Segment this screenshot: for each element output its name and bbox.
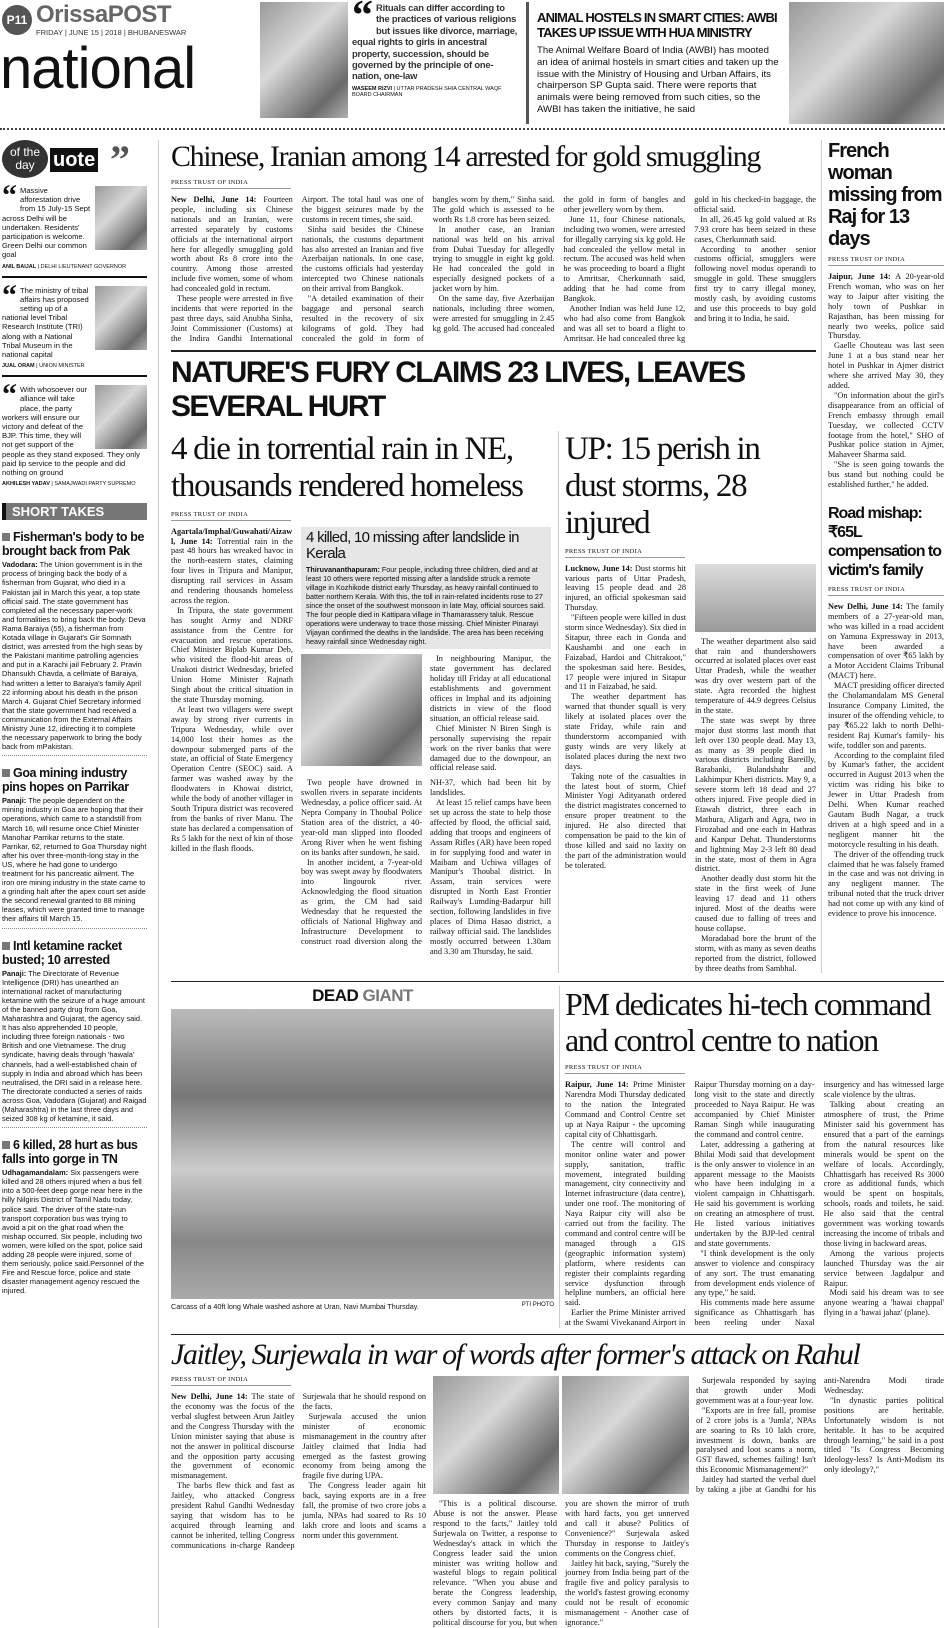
paragraph — [695, 637, 816, 716]
surjewala-photo — [433, 1376, 559, 1494]
short-take-headline[interactable] — [2, 766, 147, 794]
ne-body — [171, 527, 293, 854]
speaker-photo — [95, 286, 147, 350]
paragraph-text: Moradabad bore the brunt of the storm, with as many as seven deaths reported from the district, followed by three deaths from Sambhal. — [695, 933, 816, 973]
kerala-dateline: Thiruvananthapuram: — [306, 564, 380, 574]
divider — [526, 2, 529, 124]
paragraph-text: Two people have drowned in swollen rivers in separate incidents Wednesday, a police officer said. At Nepra Company in Thoubal Police Station area of the district, a 40-year-old man slipped into flooded Arong River when he went fishing on its banks after sundown, he said. — [301, 778, 422, 857]
paragraph-text: In all, 26.45 kg gold valued at Rs 7.93 crore has been seized in these cases, Cherkunnath said. — [694, 214, 816, 244]
paragraph — [695, 716, 816, 875]
quote-speaker: AKHILESH YADAV — [2, 481, 50, 488]
quote-item: “ Massive afforestation drive from 15 July-15 Sept across Delhi will be undertaken. Residents' participation is welcome. Green Delhi our common goal ANIL BAIJAL | DELHI LIEUTENANT GOVERNOR — [2, 178, 147, 278]
main-left — [171, 140, 816, 973]
road-body — [828, 602, 944, 919]
paragraph-text: In neighbouring Manipur, the state government has declared holiday till Friday at all educational establishments and government offices in Imphal and its adjoining districts in view of the flood situation, an official release said. — [430, 654, 551, 723]
dateline: Raipur, June 14: — [565, 1080, 629, 1090]
paragraph-text: The state was swept by three major dust storms last month that left over 130 people dead. May 13, as many as 39 people died in various districts including Bareilly, Barabanki, Bulandshahr and Lakhimpur Kheri districts. May 9, a severe storm left 18 dead and 27 others injured. Five people died in Etawah district, three each in Mathura, Aligarh and Agra, two in Firozabad and one each in Hathras and Kanpur Dehat. Thunderstorms and lightning May 2-3 left 80 dead in the state, most of them in Agra district. — [695, 715, 816, 874]
paragraph-text: "Exports are in free fall, promise of 2 crore jobs is a 'Jumla', NPAs are soaring to Rs 10 lakh crore, investment is down, banks are paralysed and loot scams a norm, GST flawed, schemes failing! Isn't this Economic Mismanagement?" — [696, 1405, 816, 1475]
paragraph — [694, 245, 816, 324]
paragraph — [171, 527, 293, 606]
up-credit: PRESS TRUST OF INDIA — [565, 548, 685, 558]
jaitley-headline[interactable]: Jaitley, Surjewala in war of words after former's attack on Rahul — [171, 1338, 860, 1372]
short-take-headline-text: 6 killed, 28 hurt as bus falls into gorge in TN — [2, 1138, 138, 1167]
paragraph-text: Jaitley hit back, saying, "Surely the journey from India being part of the fragile five and policy paralysis to the world's fastest growing economy could not be result of economic mismanagement - Another case of ignorance." — [565, 1558, 689, 1627]
french-credit: PRESS TRUST OF INDIA — [828, 256, 944, 266]
ne-credit: PRESS TRUST OF INDIA — [171, 511, 291, 521]
paragraph-text: Jaitley had started the verbal duel by taking a jibe at Gandhi for his anti-Narendra Modi tirade Wednesday. — [696, 1376, 944, 1495]
bullet-square-icon — [2, 533, 10, 541]
paragraph — [828, 850, 944, 919]
paragraph — [828, 341, 944, 391]
top-quote: “ Rituals can differ according to the practices of various religions but issues like divorce, marriage, equal rights to girls in ancestral property, succession, should be governed by the principle of one-nation, one-law WASEEM RIZVI | UTTAR PRADESH SHIA CENTRAL WAQF BOARD CHAIRMAN — [352, 2, 520, 98]
paragraph-text: The weather department has warned that thunder squall is very likely at isolated places over the state Friday, while rain and thunderstorm accompanied with gusty winds are very likely at isolated places during the next two days. — [565, 692, 686, 771]
ne-headline[interactable]: 4 die in torrential rain in NE, thousands rendered homeless — [171, 430, 523, 504]
short-takes-header — [2, 503, 147, 520]
paragraph-text: Another deadly dust storm hit the state in the first week of June leaving 17 dead and 11 others injured. Most of the deaths were caused due to falling of trees and house collapse. — [695, 874, 816, 933]
quote-text: The ministry of tribal affairs has proposed setting up of a national level Tribal Research Institute (TRI) along with a National Tribal Museum in the national capital — [2, 285, 89, 360]
paragraph — [171, 606, 293, 705]
whale-block — [171, 986, 554, 1311]
paragraph — [171, 1392, 295, 1481]
quote-mark-icon: “ — [352, 0, 373, 39]
paragraph — [696, 1376, 816, 1406]
french-body — [828, 272, 944, 490]
paragraph-text: "This is a political discourse. Abuse is not the answer. Please respond to the facts," Jaitley told Surjewala on Twitter, a response to Wednesday's attack in which the Congress leader said the union minister was writing hollow and wasteful blogs to regain political relevance. "When you abuse and berate the Congress leadership, every common Sanjay and many others by distorted facts, it is political discourse for you, but when you are shown the mirror of truth with hard facts, you get unnerved and call it abuse? Politics of Convenience?" Surjewala asked Thursday in response to Jaitley's comments on the Congress chief. — [433, 1499, 689, 1627]
bullet-square-icon — [2, 942, 10, 950]
jaitley-article — [171, 1334, 944, 1628]
short-take-headline[interactable] — [2, 939, 147, 967]
paragraph-text: The barbs flew thick and fast as Jaitley, who attacked Congress president Rahul Gandhi Wednesday saying that wisdom has to be acquired through learning and cannot be inherited, telling Congress communications in-charge Randeep Surjewala that he should respond on the facts. — [171, 1392, 426, 1550]
top-section — [171, 140, 944, 973]
top-quote-title: UTTAR PRADESH SHIA CENTRAL WAQF BOARD CHAIRMAN — [352, 85, 502, 98]
paragraph — [828, 460, 944, 490]
paragraph-text: Sinha said besides the Chinese nationals, the customs department has also arrested an Iranian and five Azerbaijan nationals. In one case, the customs officials had yesterday intercepted two Chinese nationals on their arrival from Bangkok. — [301, 224, 424, 294]
quote-marks-icon: ” — [110, 137, 130, 182]
jaitley-photo — [562, 1376, 689, 1494]
paragraph-text: In Tripura, the state government has sought Army and NDRF assistance from the Centre for evacuation and rescue operations. Chief Minister Biplab Kumar Deb, who visited the flood-hit areas of Unakoti district Wednesday, briefed Union Home Minister Rajnath Singh about the critical situation in the state Thursday morning. — [171, 605, 293, 704]
short-take-item — [2, 1138, 147, 1295]
top-quote-name: WASEEM RIZVI — [352, 85, 393, 92]
paragraph — [694, 215, 816, 245]
column-divider — [559, 986, 560, 1328]
paragraph-text: "A detailed examination of their baggage and personal search resulted in the recovery of six kilograms of gold. They had concealed the gold in form of bangles worn by them," Sinha said. The gold which is assessed to be worth Rs 1.8 crore has been seized. — [301, 195, 555, 343]
french-article — [828, 140, 944, 490]
paragraph-text: Taking note of the casualties in the latest bout of storm, Chief Minister Yogi Adityanath ordered the district magistrates concerned to ensure proper treatment to the injured. He also directed that compensation be paid to the kin of those killed and said no laxity on the part of the administration would be tolerated. — [565, 771, 686, 870]
gold-headline[interactable]: Chinese, Iranian among 14 arrested for gold smuggling — [171, 140, 760, 173]
short-take-body: The Directorate of Revenue Intelligence (DRI) has unearthed an international racket of manufacturing ketamine with the seizure of a huge amount of the banned party drug from Goa, Maharashtra and Gujarat, the agency said. It has also apprehended 10 people, including three foreign nationals - two British and one Vietnamese. The drug syndicate, having deals through 'hawala' channels, had a well-established chain of supply in India and abroad which has been neutralised, the DRI said in a release here. The directorate conducted a series of raids across Goa, Vadodara (Gujarat) and Raigad (Maharashtra) in the last three days and seized 308 kg of ketamine, it said. — [2, 968, 147, 1124]
paragraph — [171, 705, 293, 854]
short-take-body: The Union government is in the process of bringing back the body of a fisherman from Gujarat, who died in a Pakistan jail in March this year, a top state official said. The state government has completed all the necessary paper-work and formalities to bring back the body. Deva Rama Baraiya (55), a fisherman from Kotada village in Gujarat's Gir Somnath district, was arrested from the high seas by the Pakistani maritime patrolling agencies and put in a Karachi jail February 2. Pravin Dhansukh Chavda, a cellmate of Baraiya, had written a letter to Baraiya's family April 22 informing about his death in the prison March 4. Gujarat Chief Secretary informed that the state government had received a communication from the External Affairs Ministry June 12, idirecting it to complete the necessary paperwork to bring the body back from mPakistan. — [2, 560, 146, 752]
paragraph — [565, 1140, 685, 1308]
paragraph — [565, 772, 686, 871]
quote-text: Massive afforestation drive from 15 July-15 Sept across Delhi will be undertaken. Residents' participation is welcome. Green Delhi our common goal — [2, 186, 91, 260]
paragraph-text: The driver of the offending truck claimed that he was falsely framed in the case and was not driving in any negligent manner. The tribunal noted that the truck driver had not come up with any kind of evidence to prove his innocence. — [828, 849, 944, 919]
paragraph — [430, 654, 551, 723]
paragraph-text: According to another senior customs official, smugglers were following novel modus operandi to smuggle in gold. These smugglers first try to carry illegal money, mostly cash, by avoiding customs and use this proceeds to buy gold and bring it to India, he said. — [694, 244, 816, 323]
paragraph-text: The Congress leader again hit back, saying exports are in a free fall, the promise of two crore jobs a jumla, NPAs had soared to Rs 10 lakh crore and loots and scams a norm under this government. — [302, 1481, 426, 1540]
paragraph — [824, 1396, 944, 1475]
paragraph-text: Another Indian was held June 12, who had also come from Bangkok and was all set to board a flight to Amritsar. He had concealed three kg gold in his checked-in baggage, the official said. — [563, 195, 816, 343]
pm-article — [565, 986, 944, 1328]
paragraph — [828, 391, 944, 460]
paragraph — [565, 613, 686, 692]
paragraph-text: On the same day, five Azerbaijan nationals, including three women, were arrested for smuggling in 2.45 kg gold. The accused had concealed the gold in form of bangles and other jewellery worn by them. — [432, 195, 686, 333]
paragraph — [433, 225, 555, 294]
paragraph — [828, 681, 944, 750]
paragraph-text: Prime Minister Narendra Modi Thursday dedicated to the nation the Integrated Command and Control Centre set up at Naya Raipur - the upcoming capital city of Chhattisgarh. — [565, 1080, 686, 1139]
short-take-item — [2, 530, 147, 756]
paragraph — [828, 751, 944, 850]
paragraph — [565, 1080, 685, 1139]
quote-mark-icon: “ — [2, 278, 17, 312]
pm-headline[interactable]: PM dedicates hi-tech command and control centre to nation — [565, 986, 931, 1059]
kerala-headline[interactable]: 4 killed, 10 missing after landslide in Kerala — [306, 528, 519, 563]
paragraph-text: These people were arrested in five incidents that were reported in the past three days, said Anubha Sinha, Joint Commissioner (Customs) at the Indira Gandhi International Airport. The total haul was one of the biggest seizures made by the customs in recent times, she said. — [171, 195, 424, 343]
dead-label: DEAD — [312, 986, 363, 1006]
quote-text: With whosoever our alliance will take place, the party workers will ensure our victory and defeat of the BJP. This time, they will not get support of the people as they stand exposed. They only paid lip service to the people and did nothing on ground — [2, 385, 140, 478]
speaker-photo — [95, 186, 147, 250]
gold-credit: PRESS TRUST OF INDIA — [171, 179, 291, 189]
dateline: Jaipur, June 14: — [828, 272, 891, 281]
kerala-body: Four people, including three children, died and at least 10 others were reported missing after a landslide struck a remote village in Kozhikode district early Thursday, as heavy rainfall continued to batter northern Kerala. With this, the toll in rain-related incidents rose to 27 since the onset of the southwest monsoon in late May, official sources said. The four people died in Kattipara village in Thamarassery taluk. Rescue operations were underway to trace those missing. Chief Minister Pinarayi Vijayan confirmed the deaths in the landslide. The area has been receiving heavy rainfall since Wednesday night. — [306, 564, 546, 647]
paragraph-text: Torrential rain in the past 48 hours has wreaked havoc in the north-eastern states, claiming four lives in Tripura and Manipur, disrupting rail services in Assam and rendering thousands homeless across the region. — [171, 536, 293, 605]
paragraph-text: Fourteen people, including six Chinese nationals and an Iranian, were arrested separately by customs officials at the international airport here for allegedly smuggling gold worth about Rs 8 crore into the country. Among those arrested include five women, some of whom had concealed gold in rectum. — [171, 195, 293, 294]
paragraph — [301, 778, 422, 857]
paragraph — [824, 1288, 944, 1318]
short-take-dateline: Vadodara: — [2, 560, 38, 570]
quote-of-the-day — [2, 137, 147, 493]
dateline: Agartala/Imphal/Guwahati/Aizawl, June 14: — [171, 526, 293, 546]
paragraph — [565, 564, 686, 614]
up-headline[interactable]: UP: 15 perish in dust storms, 28 injured — [565, 430, 760, 541]
quote-speaker: JUAL ORAM — [2, 363, 35, 370]
dateline: New Delhi, June 14: — [171, 195, 257, 204]
paragraph-text: "I think development is the only answer to violence and conspiracy of any sort. The trust emanating from development ends violence of any type," he said. — [694, 1248, 815, 1298]
short-take-body: Six passengers were killed and 28 others injured when a bus fell into a 500-feet deep gorge near here in the hilly Nilgiris District of Tamil Nadu today, police said. The driver of the state-run transport corporation bus was trying to avoid a pit on the ghat road when the mishap occurred. Six people, including two women, were killed on the spot, police said adding 28 people were injured, some of them seriously, police said.Personnel of the Fire and Rescue force, police and state disaster management agency rescued the injured. — [2, 1168, 145, 1296]
up-body-right — [695, 637, 816, 974]
speaker-photo — [95, 385, 147, 449]
short-take-dateline: Udhagamandalam: — [2, 1168, 69, 1178]
short-take-headline[interactable] — [2, 1138, 147, 1166]
paragraph — [565, 692, 686, 771]
paragraph — [303, 1412, 427, 1481]
column-divider — [821, 140, 822, 973]
paragraph — [694, 1249, 814, 1299]
paragraph-text: Surjewala responded by saying that growth under Modi government was at a four-year low. — [696, 1376, 816, 1405]
paragraph-text: At least 15 relief camps have been set up across the state to help those affected by flood, the official said, adding that troops and engineers of Assam Rifles (AR) have been roped in for supplying food and water in Maibam and Uchiwa villages of Manipur's Thoubal district. In Assam, train services were disrupted in North East Frontier Railway's Lumding-Badarpur hill section, following landslides in five places of Dima Hasao district, a railway official said. The landslides mostly occurred between 1.30am and 3.30 am Thursday, he said. — [430, 798, 551, 956]
weather-section — [171, 431, 816, 974]
paragraph-text: "She is seen going towards the bus stand but nothing could be established further," he added. — [828, 460, 944, 490]
road-headline[interactable]: Road mishap: ₹65L compensation to victim's family — [828, 504, 942, 579]
paragraph — [171, 195, 293, 294]
road-article — [828, 504, 944, 919]
giant-label: GIANT — [362, 986, 413, 1006]
paragraph — [430, 724, 551, 774]
ne-body-continued — [301, 778, 551, 956]
paragraph — [303, 1481, 427, 1540]
ne-body-right — [430, 654, 551, 773]
paragraph-text: Dust storms hit various parts of Uttar Pradesh, leaving 15 people dead and 28 injured, an official spokesman said Thursday. — [565, 563, 686, 613]
short-take-headline-text: Goa mining industry pins hopes on Parrikar — [2, 766, 129, 795]
short-takes-title: SHORT — [12, 504, 62, 520]
short-take-dateline: Panaji: — [2, 968, 27, 978]
paragraph — [430, 798, 551, 957]
gold-body — [171, 195, 816, 344]
top-quote-text: Rituals can differ according to the practices of various religions but issues like divorce, marriage, equal rights to girls in ancestral property, succession, should be governed by the principle of one-nation, one-law — [352, 2, 518, 82]
paragraph-text: "Fifteen people were killed in dust storm since Wednesday). Six died in Sitapur, three each in Gonda and Kaushambi and one each in Faizabad, Hardoi and Chitrakoot," the spokesman said here. Besides, 17 people were injured in Sitapur and 11 in Faizabad, he said. — [565, 613, 686, 692]
quote-item: “ The ministry of tribal affairs has proposed setting up of a national level Tribal Research Institute (TRI) along with a National Tribal Museum in the national capital JUAL ORAM | UNION MINISTER — [2, 278, 147, 378]
paragraph — [828, 272, 944, 341]
gold-article — [171, 179, 816, 344]
paragraph — [696, 1406, 816, 1475]
paragraph-text: June 11, four Chinese nationals, including two women, were arrested for illegally carrying six kg gold. He had concealed the yellow metal in rectum. The accused was held when he was proceeding to board a flight to Amritsar, Cherkunnath said, adding that he had come from Bangkok. — [563, 214, 686, 304]
ne-article — [171, 431, 553, 957]
jaitley-body-middle — [433, 1499, 689, 1628]
bullet-square-icon — [2, 1141, 10, 1149]
qotd-label: uote — [50, 148, 98, 172]
middle-section — [171, 981, 944, 1328]
left-column — [2, 137, 147, 1296]
paragraph-text: Later, addressing a gathering at Bhilai Modi said that development is the only answer to violence in an apparent message to the Maoists who have been indulging in a violent campaign in Chhattisgarh. He said his government is working on creating an atmosphere of trust. He listed various initiatives undertaken by the BJP-led central and state governments. — [694, 1139, 815, 1248]
waseem-rizvi-photo — [260, 2, 348, 118]
up-article — [565, 431, 816, 974]
paragraph-text: Modi said his dream was to see anyone wearing a 'hawai chappal' flying in a 'hawai jahaz' (plane). — [823, 1288, 944, 1318]
paragraph — [695, 934, 816, 974]
column-divider — [158, 140, 159, 1628]
whale-caption: Carcass of a 40ft long Whale washed ashore at Uran, Navi Mumbai Thursday. — [171, 1302, 419, 1312]
up-body — [565, 564, 686, 871]
paragraph — [824, 1249, 944, 1289]
paragraph-text: In another incident, a 7-year-old boy was swept away by floodwaters into Iingourok river. Acknowledging the flood situation as grim, the CM had said Wednesday that he requested the officials of National Highway and Infrastructure Development to construct road diversion along the NH-37, which had been hit by landslides. — [301, 778, 551, 946]
date-line: FRIDAY | JUNE 15 | 2018 | BHUBANESWAR — [36, 28, 187, 37]
paragraph-text: In another case, an Iranian national was held on his arrival from Dubai Tuesday for allegedly trying to smuggle in eight kg gold. He had concealed the gold in especially designed pockets of a jacket worn by him. — [432, 224, 555, 294]
paragraph-text: Chief Minister N Biren Singh is personally supervising the repair work on the river banks that were damaged due to the downpour, an official release said. — [430, 723, 551, 773]
paragraph-text: MACT presiding officer directed the Cholamandalam MS General Insurance Company Limited, the insurer of the offending vehicle, to pay ₹65.22 lakh to north Delhi-resident Raj Kumar's family- his wife, toddler son and parents. — [828, 681, 944, 750]
top-story-body: The Animal Welfare Board of India (AWBI) has mooted an idea of animal hostels in smart cities and taken up the issue with the Ministry of Housing and Urban Affairs, its chairperson SP Gupta said. There were reports that animals were being removed from such cities, so the AWBI has taken the initiative, he said — [537, 45, 779, 115]
short-take-dateline: Panaji: — [2, 796, 27, 806]
dust-storm-photo — [695, 564, 816, 632]
paragraph-text: Earlier the Prime Minister arrived at the Swami Vivekanand Airport in Raipur Thursday morning on a day-long visit to the state and directly proceeded to Naya Raipur. He was accompanied by Chief Minister Raman Singh while inaugurating the command and control centre. — [565, 1080, 815, 1328]
masthead-logo-block — [0, 2, 250, 101]
short-takes-title-b: TAKES — [61, 504, 105, 520]
short-take-headline[interactable] — [2, 530, 147, 558]
paragraph — [695, 874, 816, 933]
whale-photo — [171, 1009, 554, 1299]
quote-speaker-title: SAMAJWADI PARTY SUPREMO — [54, 481, 136, 488]
main-area — [171, 140, 944, 1628]
paragraph — [824, 1100, 944, 1249]
dateline: Lucknow, June 14: — [565, 563, 633, 573]
pm-body — [565, 1080, 944, 1328]
quote-item: “ With whosoever our alliance will take place, the party workers will ensure our victory and defeat of the BJP. This time, they will not get support of the people as they stand exposed. They only paid lip service to the people and did nothing on ground AKHILESH YADAV | SAMAJWADI PARTY SUPREMO — [2, 377, 147, 493]
qotd-bubble: of the day — [2, 140, 48, 178]
paragraph — [694, 1140, 814, 1249]
paragraph-text: The family members of a 27-year-old man, who was killed in a road accident on Yamuna Expressway in 2013, have been awarded a compensation of over ₹65 lakh by a Motor Accident Claims Tribunal (MACT) here. — [828, 601, 944, 681]
short-take-body: The people dependent on the mining industry in Goa are hoping that their operations, which came to a standstill from March 16, will resume once Chief Minister Manohar Parrikar returns to the state. Parrikar, 62, returned to Goa Thursday night after his over three-month-long stay in the US, where he had gone to undergo treatment for his pancreatic ailment. The iron ore mining industry in the state came to a grinding halt after the apex court set aside the second renewal granted to 88 mining leases, which were granted time to manage their affairs till March 15. — [2, 796, 147, 924]
kerala-box — [301, 527, 551, 650]
page-body — [0, 130, 945, 1628]
natures-fury-banner[interactable]: NATURE'S FURY CLAIMS 23 LIVES, LEAVES SEVERAL HURT — [171, 355, 745, 424]
quote-speaker: ANIL BAIJAL — [2, 263, 37, 270]
masthead — [0, 0, 945, 130]
jaitley-body-right — [696, 1376, 944, 1495]
top-story — [537, 2, 782, 116]
page-number-badge: P11 — [2, 5, 32, 35]
french-headline[interactable]: French woman missing from Raj for 13 days — [828, 140, 942, 250]
paragraph-text: The state of the economy was the focus of the verbal slugfest between Arun Jaitley and the Congress Thursday with the Union minister saying that abuse is not the answer in political discourse and the opposition party accusing the government of economic mismanagement. — [171, 1392, 295, 1481]
top-story-headline[interactable]: ANIMAL HOSTELS IN SMART CITIES: AWBI TAKES UP ISSUE WITH HUA MINISTRY — [537, 10, 777, 40]
quote-speaker-title: DELHI LIEUTENANT GOVERNOR — [40, 263, 127, 270]
short-take-item — [2, 766, 147, 928]
quote-mark-icon: “ — [2, 179, 17, 212]
paragraph-text: His comments made here assume significance as Chhattisgarh has been reeling under Naxal insurgency and has witnessed large scale violence by the ultras. — [694, 1080, 944, 1328]
paragraph-text: Surjewala accused the union minister of economic mismanagement in the country after Jaitley claimed that India had emerged as the fastest growing economy from being among the fragile five during UPA. — [302, 1411, 426, 1481]
short-take-headline-text: Fisherman's body to be brought back from Pak — [2, 530, 145, 559]
flood-photo — [301, 654, 422, 766]
paragraph-text: At least two villagers were swept away by strong river currents in Tripura Wednesday, while over 14,000 lost their homes as the downpour submerged parts of the state, an official of State Emergency Operation Centre (SEOC) said. A farmer was washed away by the floodwaters in Khowai district, while the body of another villager in South Tripura district was recovered from the banks of river Manu. The state has declared a compensation of Rs 5 lakh for the next of kin of those killed in the flash floods. — [171, 704, 293, 853]
cow-photo — [789, 2, 944, 124]
dateline: New Delhi, June 14: — [828, 601, 903, 611]
dateline: New Delhi, June 14: — [171, 1392, 248, 1402]
paragraph — [563, 215, 685, 304]
paragraph-text: According to the complaint filed by Kumar's father, the accident occurred in August 2013 when the victim was riding his bike to Jewer in Uttar Pradesh from Delhi. When Kumar reached Gautam Budh Nagar, a truck driven at a high speed and in a negligent manner hit the motorcycle resulting in his death. — [828, 750, 944, 849]
paragraph-text: "In dynastic parties political positions are heritable. Unfortunately wisdom is not heritable. It has to be acquired through learning," he said in a post titled "Is Congress Becoming Ideology-less? Is Anti-Modism its only ideology?," — [824, 1395, 944, 1475]
paragraph — [302, 225, 424, 294]
short-take-item — [2, 939, 147, 1129]
right-column — [828, 140, 944, 919]
whale-credit: PTI PHOTO — [521, 1302, 554, 1309]
road-credit: PRESS TRUST OF INDIA — [828, 586, 944, 596]
paragraph-text: "On information about the girl's disappearance from an official of French embassy through email Tuesday, we collected CCTV footage from the hotel," SHO of Pushkar police station in Ajmer, Mahaveer Sharma said. — [828, 390, 944, 460]
paragraph-text: Among the various projects launched Thursday was the air service between Jagdalpur and Raipur. — [823, 1248, 944, 1288]
paragraph-text: Talking about creating an atmosphere of trust, the Prime Minister said his government has ensured that a part of the earnings from the natural resources like minerals would be spent on the welfare of locals. Accordingly, Chhattisgarh has received Rs 3000 crore as additional funds, which would be spent on hospitals, schools, roads and toilets, he said. He also said that the central government was working towards increasing the income of tribals and those living in backward areas. — [823, 1100, 944, 1248]
pm-credit: PRESS TRUST OF INDIA — [565, 1064, 685, 1074]
jaitley-body — [171, 1392, 426, 1551]
paragraph-text: A 20-year-old French woman, who was on her way to Jaipur after visiting the holy town of Pushkar in Rajasthan, has been missing for nearly two weeks, police said Thursday. — [828, 272, 944, 341]
paragraph-text: The centre will control and monitor online water and power supply, sanitation, traffic movement, integrated building management, city connectivity and Internet infrastructure (data centre), under one roof. The monitoring of Naya Raipur city will also be carried out from the facility. The command and control centre will be managed through a GIS (geographic information system) platform, where residents can register their complaints regarding service dysfunction through helpline numbers, an official here said. — [565, 1139, 686, 1308]
column-divider — [558, 431, 559, 974]
dead-giant-label — [171, 986, 554, 1006]
paragraph-text: The weather department also said that rain and thundershowers occurred at isolated places over east Uttar Pradesh, while the weather was dry over western part of the state. Agra recorded the highest temperature of 44.9 degrees Celsius in the state. — [695, 636, 816, 715]
paper-logo: OrissaPOST — [36, 1, 172, 28]
quote-mark-icon: “ — [2, 378, 17, 412]
short-take-headline-text: Intl ketamine racket busted; 10 arrested — [2, 938, 122, 967]
paragraph — [828, 602, 944, 681]
paragraph — [565, 1559, 689, 1628]
section-title: national — [0, 36, 196, 101]
paragraph-text: Gaelle Chouteau was last seen June 1 at a bus stand near her hotel in Pushkar in Ajmer district where she arrived May 30, they added. — [828, 341, 944, 390]
jaitley-credit: PRESS TRUST OF INDIA — [171, 1376, 291, 1386]
quote-speaker-title: UNION MINISTER — [39, 363, 85, 370]
short-takes — [2, 503, 147, 1295]
quote-of-the-day-logo — [2, 137, 147, 182]
banner-rule — [171, 350, 816, 352]
bullet-square-icon — [2, 769, 10, 777]
